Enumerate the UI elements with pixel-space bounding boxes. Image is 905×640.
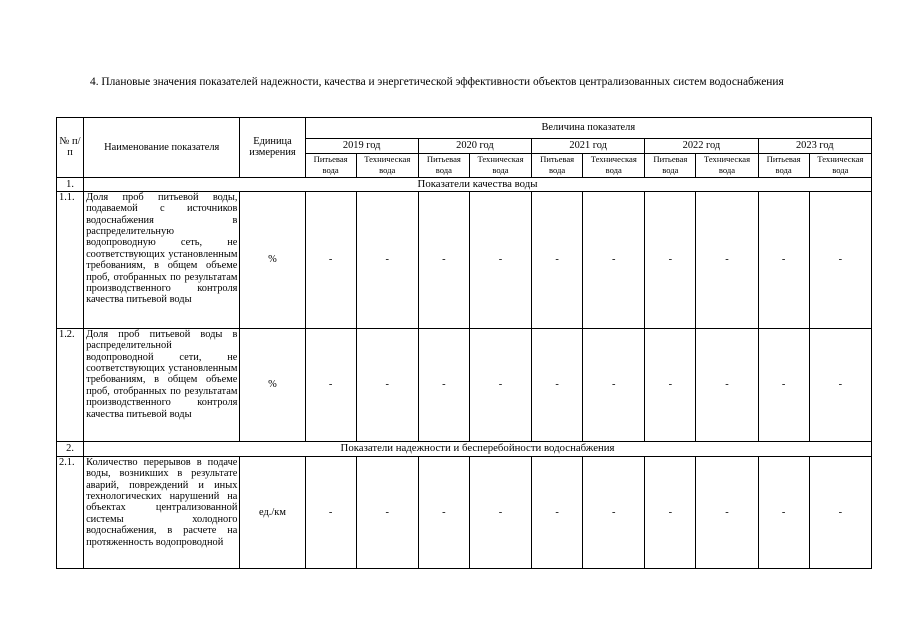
value-cell: - [758,456,809,568]
sub-header-drinking: Питьевая вода [758,154,809,178]
section-row [57,441,872,456]
col-header-value: Величина показателя [305,118,871,139]
value-cell: - [583,328,645,441]
header-row-1 [57,118,872,139]
section-title: Показатели надежности и бесперебойности водоснабжения [84,441,872,456]
value-cell: - [469,456,531,568]
value-cell: - [809,328,871,441]
sub-header-drinking: Питьевая вода [532,154,583,178]
sub-header-drinking: Питьевая вода [645,154,696,178]
value-cell: - [758,328,809,441]
value-cell: - [583,191,645,328]
col-header-num: № п/п [57,118,84,178]
year-header: 2021 год [532,139,645,154]
value-cell: - [532,191,583,328]
value-cell: - [645,328,696,441]
section-heading [56,75,868,89]
value-cell: - [645,191,696,328]
unit-cell: ед./км [240,456,305,568]
sub-header-technical: Техническая вода [356,154,418,178]
value-cell: - [356,191,418,328]
row-num: 1.1. [57,191,84,328]
sub-header-drinking: Питьевая вода [305,154,356,178]
value-cell: - [583,456,645,568]
value-cell: - [809,456,871,568]
value-cell: - [696,456,758,568]
value-cell: - [356,456,418,568]
value-cell: - [532,456,583,568]
section-row [57,177,872,191]
indicator-name: Количество перерывов в подаче воды, возникших в результате аварий, повреждений и иных технологических нарушений на объектах централизованной системы холодного водоснабжения, в расчете на протяженность водопроводной [84,456,240,568]
indicator-name: Доля проб питьевой воды в распределительной водопроводной сети, не соответствующих установленным требованиям, в общем объеме проб, отобранных по результатам производственного контроля качества питьевой воды [84,328,240,441]
value-cell: - [356,328,418,441]
table-row [57,191,872,328]
table-row [57,328,872,441]
value-cell: - [469,191,531,328]
col-header-unit: Единица измерения [240,118,305,178]
year-header: 2020 год [418,139,531,154]
value-cell: - [645,456,696,568]
sub-header-technical: Техническая вода [583,154,645,178]
indicator-name: Доля проб питьевой воды, подаваемой с источников водоснабжения в распределительную водопроводную сеть, не соответствующих установленным требованиям, в общем объеме проб, отобранных по результатам производственного контроля качества питьевой воды [84,191,240,328]
sub-header-drinking: Питьевая вода [418,154,469,178]
year-header: 2023 год [758,139,871,154]
value-cell: - [305,191,356,328]
value-cell: - [418,328,469,441]
value-cell: - [696,191,758,328]
unit-cell: % [240,328,305,441]
section-num: 1. [57,177,84,191]
table-row [57,456,872,568]
value-cell: - [758,191,809,328]
col-header-name: Наименование показателя [84,118,240,178]
year-header: 2022 год [645,139,758,154]
indicators-table [56,117,872,569]
sub-header-technical: Техническая вода [696,154,758,178]
section-heading-text: 4. Плановые значения показателей надежности, качества и энергетической эффективности объектов централизованных систем водоснабжения [90,76,784,88]
section-title: Показатели качества воды [84,177,872,191]
row-num: 2.1. [57,456,84,568]
value-cell: - [418,456,469,568]
section-num: 2. [57,441,84,456]
sub-header-technical: Техническая вода [469,154,531,178]
unit-cell: % [240,191,305,328]
value-cell: - [418,191,469,328]
value-cell: - [532,328,583,441]
sub-header-technical: Техническая вода [809,154,871,178]
year-header: 2019 год [305,139,418,154]
value-cell: - [305,328,356,441]
value-cell: - [696,328,758,441]
value-cell: - [305,456,356,568]
value-cell: - [469,328,531,441]
value-cell: - [809,191,871,328]
row-num: 1.2. [57,328,84,441]
